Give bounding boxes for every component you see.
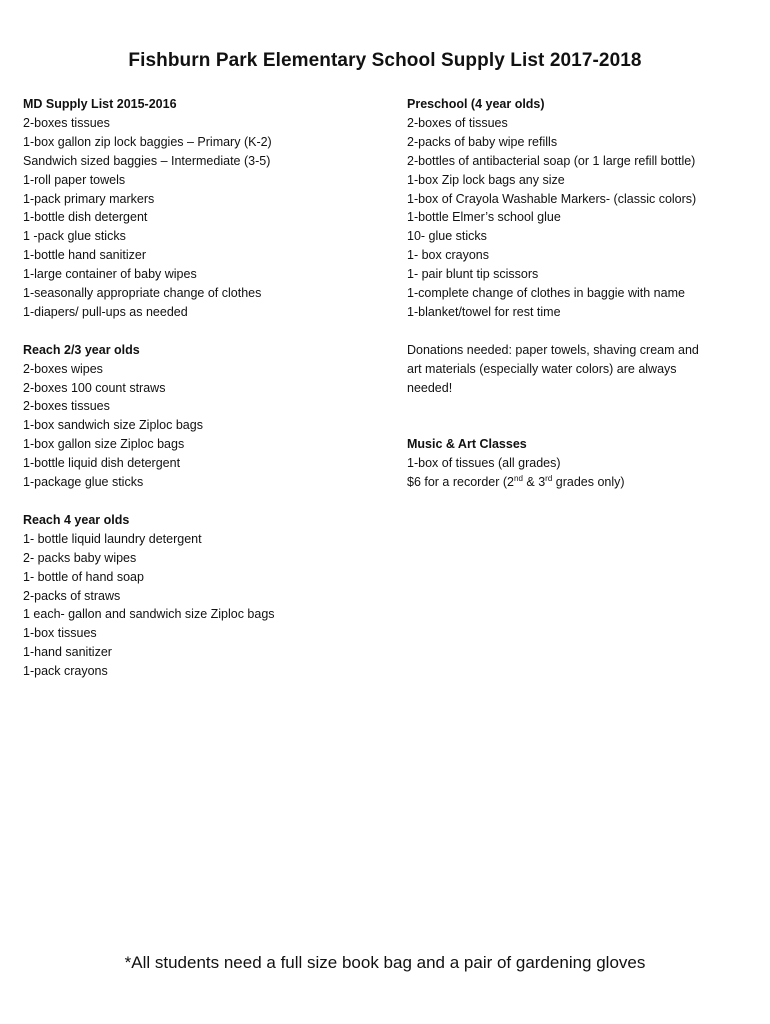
section-heading: Music & Art Classes (407, 437, 527, 452)
list-item: 1-hand sanitizer (23, 645, 112, 660)
list-item: 1-blanket/towel for rest time (407, 304, 561, 319)
donations-line: Donations needed: paper towels, shaving cream and (407, 342, 699, 357)
recorder-text: grades only) (552, 475, 625, 490)
list-item: 1-seasonally appropriate change of clothes (23, 286, 262, 301)
list-item: 1-diapers/ pull-ups as needed (23, 304, 188, 319)
reach-4-section (23, 511, 393, 681)
right-column (407, 95, 747, 511)
donations-note (407, 341, 747, 398)
list-item: 1-complete change of clothes in baggie with name (407, 286, 685, 301)
list-item: 1-box tissues (23, 626, 97, 641)
md-supply-section (23, 95, 393, 322)
list-item: 1-box of Crayola Washable Markers- (classic colors) (407, 191, 697, 206)
list-item: 2-boxes of tissues (407, 115, 508, 130)
list-item: 10- glue sticks (407, 229, 487, 244)
list-item: Sandwich sized baggies – Intermediate (3-5) (23, 153, 271, 168)
list-item: 2-boxes wipes (23, 361, 103, 376)
reach-2-3-section (23, 341, 393, 492)
section-heading: Reach 2/3 year olds (23, 342, 140, 357)
list-item: 2-packs of straws (23, 588, 121, 603)
list-item: 1 -pack glue sticks (23, 229, 126, 244)
donations-line: art materials (especially water colors) are always (407, 361, 677, 376)
recorder-text: $6 for a recorder (2 (407, 475, 514, 490)
page-title: Fishburn Park Elementary School Supply List 2017-2018 (128, 50, 642, 71)
music-art-section (407, 435, 747, 492)
list-item: 1-roll paper towels (23, 172, 126, 187)
list-item: 2- packs baby wipes (23, 550, 137, 565)
ordinal-suffix: rd (545, 473, 553, 483)
section-heading: Reach 4 year olds (23, 512, 130, 527)
list-item: 2-boxes 100 count straws (23, 380, 166, 395)
list-item: 1-bottle liquid dish detergent (23, 456, 181, 471)
list-item: 1-bottle dish detergent (23, 210, 148, 225)
list-item: 1 each- gallon and sandwich size Ziploc bags (23, 607, 275, 622)
list-item: 2-boxes tissues (23, 115, 110, 130)
list-item: 1-box sandwich size Ziploc bags (23, 418, 203, 433)
recorder-item (407, 473, 747, 492)
donations-line: needed! (407, 380, 453, 395)
list-item: 1-box gallon zip lock baggies – Primary (K-2) (23, 134, 272, 149)
list-item: 2-bottles of antibacterial soap (or 1 large refill bottle) (407, 153, 696, 168)
list-item: 2-boxes tissues (23, 399, 110, 414)
list-item: 1-package glue sticks (23, 475, 144, 490)
section-heading: MD Supply List 2015-2016 (23, 97, 177, 111)
list-item: 1-box Zip lock bags any size (407, 172, 565, 187)
ordinal-suffix: nd (514, 473, 523, 483)
preschool-section (407, 95, 747, 322)
section-heading: Preschool (4 year olds) (407, 97, 545, 111)
list-item: 1- bottle of hand soap (23, 569, 144, 584)
recorder-text: & 3 (522, 475, 546, 490)
list-item: 1-bottle hand sanitizer (23, 248, 146, 263)
list-item: 1-pack crayons (23, 664, 108, 679)
footer-note: *All students need a full size book bag and a pair of gardening gloves (124, 953, 646, 972)
list-item: 1- pair blunt tip scissors (407, 267, 539, 282)
list-item: 1-box gallon size Ziploc bags (23, 437, 185, 452)
list-item: 1- box crayons (407, 248, 489, 263)
list-item: 1-large container of baby wipes (23, 267, 197, 282)
list-item: 1-pack primary markers (23, 191, 155, 206)
list-item: 1- bottle liquid laundry detergent (23, 531, 202, 546)
list-item: 2-packs of baby wipe refills (407, 134, 558, 149)
list-item: 1-box of tissues (all grades) (407, 456, 561, 471)
left-column (23, 95, 393, 700)
list-item: 1-bottle Elmer’s school glue (407, 210, 561, 225)
